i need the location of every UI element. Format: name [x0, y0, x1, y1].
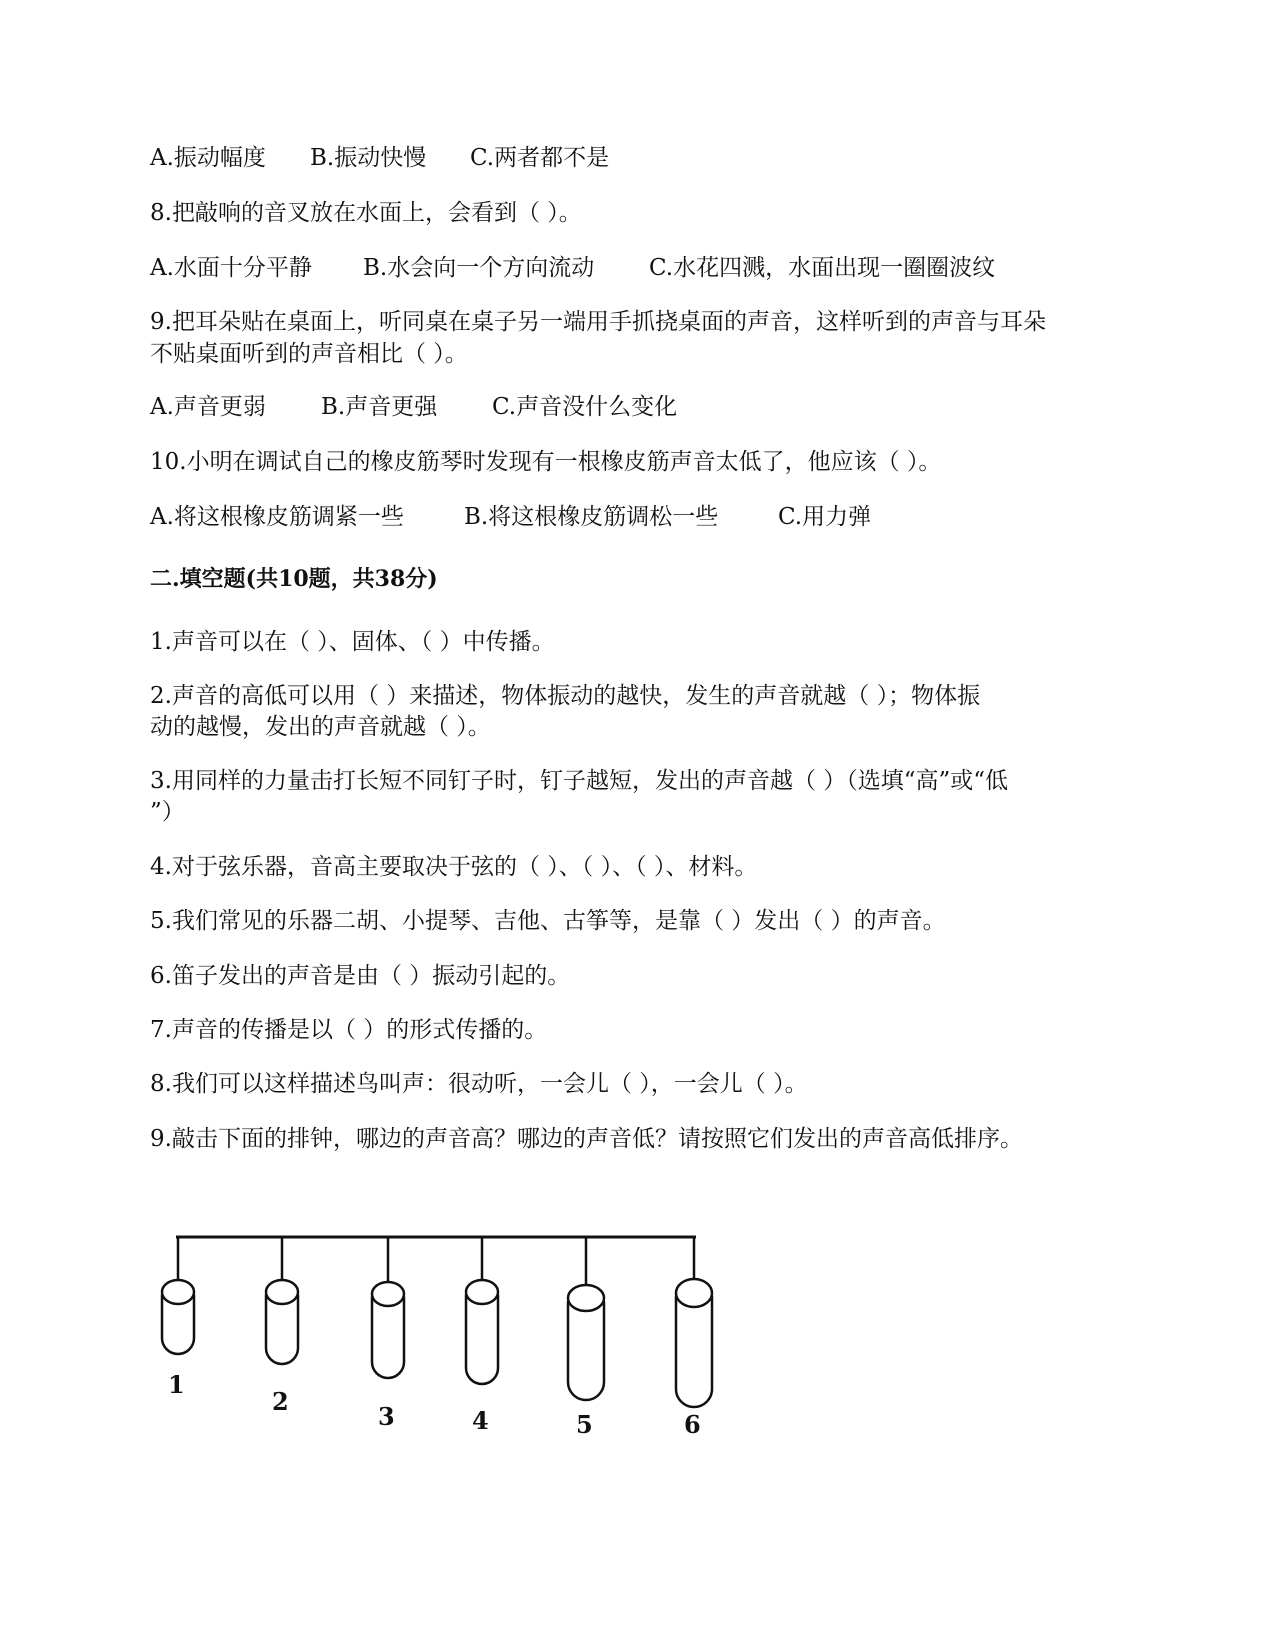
q8-option-b: B.水会向一个方向流动	[363, 255, 595, 281]
fill-question-8: 8.我们可以这样描述鸟叫声：很动听，一会儿（ ），一会儿（ ）。	[150, 1071, 808, 1097]
q7-option-c: C.两者都不是	[470, 145, 610, 171]
fill-question-9: 9.敲击下面的排钟，哪边的声音高？哪边的声音低？请按照它们发出的声音高低排序。	[150, 1126, 1023, 1152]
q10-option-c: C.用力弹	[778, 504, 872, 530]
q10-option-a: A.将这根橡皮筋调紧一些	[150, 504, 404, 530]
chime-label-1: 1	[168, 1370, 185, 1399]
chime-label-2: 2	[272, 1387, 289, 1416]
q8-options	[150, 252, 995, 284]
fill-question-5: 5.我们常见的乐器二胡、小提琴、吉他、古筝等，是靠（ ）发出（ ）的声音。	[150, 908, 946, 934]
fill-question-6: 6.笛子发出的声音是由（ ）振动引起的。	[150, 963, 571, 989]
q9-option-c: C.声音没什么变化	[492, 394, 678, 420]
fill-question-7: 7.声音的传播是以（ ）的形式传播的。	[150, 1017, 548, 1043]
fill-question-3-line1: 3.用同样的力量击打长短不同钉子时，钉子越短，发出的声音越（ ）（选填“高”或“低	[150, 768, 1009, 794]
section-heading-fill-in: 二.填空题(共10题，共38分)	[150, 566, 438, 592]
fill-question-1: 1.声音可以在（ ）、固体、（ ）中传播。	[150, 629, 555, 655]
q7-option-b: B.振动快慢	[310, 145, 427, 171]
q10-question: 10.小明在调试自己的橡皮筋琴时发现有一根橡皮筋声音太低了，他应该（ ）。	[150, 449, 942, 475]
q7-option-a: A.振动幅度	[150, 145, 266, 171]
chime-label-5: 5	[576, 1410, 593, 1435]
fill-question-2-line2: 动的越慢，发出的声音就越（ ）。	[150, 714, 491, 740]
q10-option-b: B.将这根橡皮筋调松一些	[464, 504, 719, 530]
q9-option-b: B.声音更强	[321, 394, 438, 420]
chime-bar-1	[162, 1237, 194, 1399]
fill-question-4: 4.对于弦乐器，音高主要取决于弦的（ ）、（ ）、（ ）、材料。	[150, 854, 758, 880]
fill-question-3-line2: ”）	[150, 799, 185, 825]
chime-bar-3	[372, 1237, 404, 1431]
chime-label-4: 4	[472, 1406, 489, 1435]
q9-option-a: A.声音更弱	[150, 394, 266, 420]
fill-question-2-line1: 2.声音的高低可以用（ ）来描述，物体振动的越快，发生的声音就越（ ）；物体振	[150, 683, 981, 709]
q9-options	[150, 391, 677, 423]
chime-bar-6	[676, 1237, 712, 1435]
chime-bar-4	[466, 1237, 498, 1435]
chime-bar-5	[568, 1237, 604, 1435]
q10-options	[150, 501, 871, 533]
chime-bars-figure	[158, 1235, 728, 1435]
q7-options	[150, 142, 609, 174]
q9-question-line2: 不贴桌面听到的声音相比（ ）。	[150, 341, 468, 367]
chime-label-3: 3	[378, 1402, 395, 1431]
q8-question: 8.把敲响的音叉放在水面上，会看到（ ）。	[150, 200, 582, 226]
q9-question-line1: 9.把耳朵贴在桌面上，听同桌在桌子另一端用手抓挠桌面的声音，这样听到的声音与耳朵	[150, 309, 1046, 335]
q8-option-c: C.水花四溅，水面出现一圈圈波纹	[649, 255, 996, 281]
q8-option-a: A.水面十分平静	[150, 255, 312, 281]
chime-label-6: 6	[684, 1410, 701, 1435]
chime-bar-2	[266, 1237, 298, 1416]
